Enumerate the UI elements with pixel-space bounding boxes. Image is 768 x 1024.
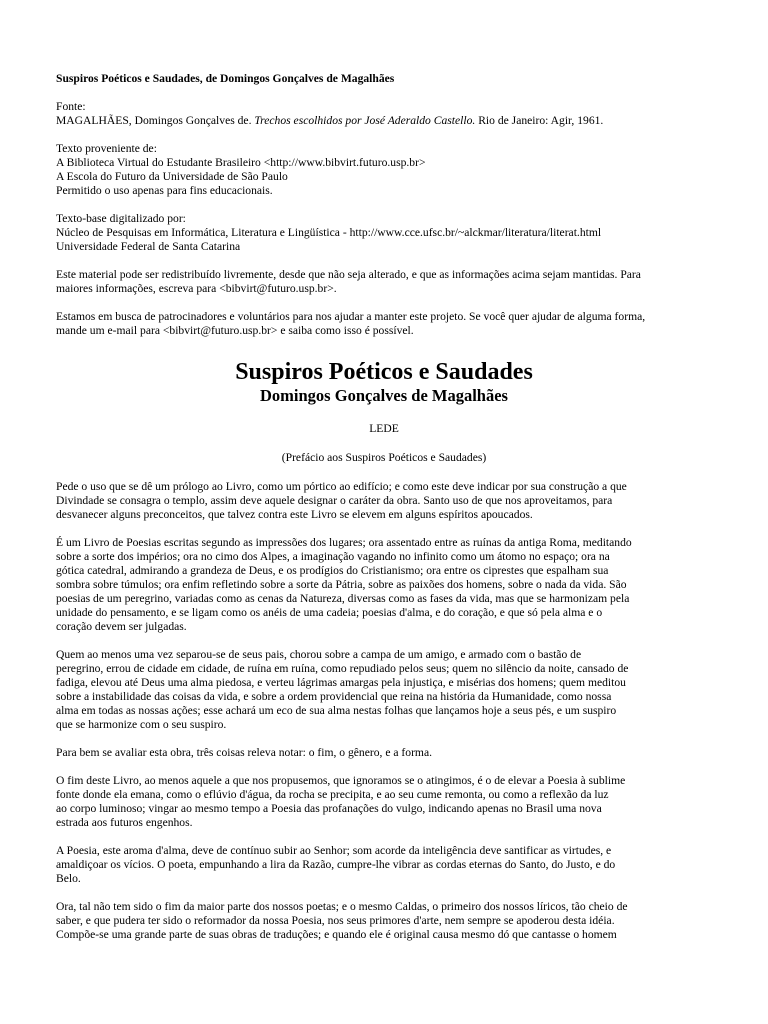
body-paragraph bbox=[56, 900, 712, 942]
body-paragraph bbox=[56, 746, 712, 760]
paragraph-line: Para bem se avaliar esta obra, três coisas releva notar: o fim, o gênero, e a forma. bbox=[56, 746, 432, 759]
paragraph-line: Ora, tal não tem sido o fim da maior parte dos nossos poetas; e o mesmo Caldas, o primeiro dos nossos líricos, tão cheio de bbox=[56, 900, 628, 913]
paragraph-line: amaldiçoar os vícios. O poeta, empunhando a lira da Razão, cumpre-lhe vibrar as cordas eternas do Santo, do Justo, e do bbox=[56, 858, 616, 871]
document-heading: Suspiros Poéticos e Saudades, de Domingos Gonçalves de Magalhães bbox=[56, 72, 395, 85]
origin-block bbox=[56, 142, 712, 198]
source-title: Trechos escolhidos por José Aderaldo Castello. bbox=[254, 114, 476, 127]
origin-line: A Escola do Futuro da Universidade de São Paulo bbox=[56, 170, 288, 183]
sponsors-line: Estamos em busca de patrocinadores e voluntários para nos ajudar a manter este projeto. Se você quer ajudar de alguma forma, bbox=[56, 310, 646, 323]
paragraph-line: sombra sobre túmulos; ora enfim refletindo sobre a sorte da Pátria, sobre as paixões dos homens, sobre o nada da vida. São bbox=[56, 578, 627, 591]
paragraph-line: coração devem ser julgadas. bbox=[56, 620, 187, 633]
paragraph-line: sobre a sorte dos impérios; ora no cimo dos Alpes, a imaginação vagando no infinito como um átomo no espaço; ora na bbox=[56, 550, 610, 563]
source-author: MAGALHÃES, Domingos Gonçalves de. bbox=[56, 114, 255, 127]
section-title: LEDE bbox=[369, 422, 399, 435]
document-content bbox=[56, 72, 712, 956]
paragraph-line: estrada aos futuros engenhos. bbox=[56, 816, 193, 829]
body-paragraph bbox=[56, 480, 712, 522]
paragraph-line: ao corpo luminoso; vingar ao mesmo tempo a Poesia das profanações do vulgo, indicando apenas no Brasil uma nova bbox=[56, 802, 602, 815]
paragraph-line: peregrino, errou de cidade em cidade, de ruína em ruína, como repudiado pelos seus; quem no silêncio da noite, cansado de bbox=[56, 662, 629, 675]
paragraph-line: alma em todas as nossas ações; esse achará um eco de sua alma nestas folhas que lançamos hoje a seus pés, e um suspiro bbox=[56, 704, 617, 717]
preface-body bbox=[56, 480, 712, 942]
body-paragraph bbox=[56, 774, 712, 830]
redistribution-line: maiores informações, escreva para <bibvirt@futuro.usp.br>. bbox=[56, 282, 337, 295]
digitized-block bbox=[56, 212, 712, 254]
section-subtitle: (Prefácio aos Suspiros Poéticos e Saudades) bbox=[281, 451, 487, 464]
origin-line: Permitido o uso apenas para fins educacionais. bbox=[56, 184, 273, 197]
paragraph-line: gótica catedral, admirando a grandeza de Deus, e os prodígios do Cristianismo; ora entre os ciprestes que espalham sua bbox=[56, 564, 609, 577]
redistribution-notice bbox=[56, 268, 712, 296]
paragraph-line: Divindade se consagra o templo, assim deve aquele designar o caráter da obra. Santo uso de que nos aproveitamos, para bbox=[56, 494, 613, 507]
paragraph-line: É um Livro de Poesias escritas segundo as impressões dos lugares; ora assentado entre as ruínas da antiga Roma, meditando bbox=[56, 536, 632, 549]
source-label: Fonte: bbox=[56, 100, 86, 113]
origin-line: A Biblioteca Virtual do Estudante Brasileiro <http://www.bibvirt.futuro.usp.br> bbox=[56, 156, 426, 169]
paragraph-line: Compõe-se uma grande parte de suas obras de traduções; e quando ele é original causa mesmo dó que cantasse o homem bbox=[56, 928, 617, 941]
paragraph-line: O fim deste Livro, ao menos aquele a que nos propusemos, que ignoramos se o atingimos, é o de elevar a Poesia à sublime bbox=[56, 774, 626, 787]
book-title: Suspiros Poéticos e Saudades bbox=[235, 359, 533, 385]
book-author: Domingos Gonçalves de Magalhães bbox=[260, 386, 508, 405]
sponsors-notice bbox=[56, 310, 712, 338]
paragraph-line: sobre a instabilidade das coisas da vida, e sobre a ordem providencial que reina na história da Humanidade, como nossa bbox=[56, 690, 612, 703]
source-publisher: Rio de Janeiro: Agir, 1961. bbox=[475, 114, 604, 127]
paragraph-line: unidade do pensamento, e se ligam como os anéis de uma cadeia; poesias d'alma, e do coração, e que só pela alma e o bbox=[56, 606, 603, 619]
paragraph-line: Pede o uso que se dê um prólogo ao Livro, como um pórtico ao edifício; e como este deve indicar por sua construção a que bbox=[56, 480, 627, 493]
body-paragraph bbox=[56, 844, 712, 886]
digitized-line: Universidade Federal de Santa Catarina bbox=[56, 240, 241, 253]
paragraph-line: poesias de um peregrino, variadas como as cenas da Natureza, diversas como as fases da vida, mas que se harmonizam pela bbox=[56, 592, 630, 605]
paragraph-line: fonte donde ela emana, como o eflúvio d'água, da rocha se precipita, e ao seu cume remonta, ou como a reflexão da luz bbox=[56, 788, 609, 801]
digitized-line: Texto-base digitalizado por: bbox=[56, 212, 186, 225]
paragraph-line: que se harmonize com o seu suspiro. bbox=[56, 718, 227, 731]
paragraph-line: fadiga, elevou até Deus uma alma piedosa, e verteu lágrimas amargas pela injustiça, e misérias dos homens; quem meditou bbox=[56, 676, 626, 689]
paragraph-line: Quem ao menos uma vez separou-se de seus pais, chorou sobre a campa de um amigo, e armado com o bastão de bbox=[56, 648, 582, 661]
source-citation bbox=[56, 114, 712, 128]
paragraph-line: Belo. bbox=[56, 872, 81, 885]
body-paragraph bbox=[56, 536, 712, 634]
paragraph-line: desvanecer alguns preconceitos, que talvez contra este Livro se elevem em alguns espíritos apoucados. bbox=[56, 508, 533, 521]
redistribution-line: Este material pode ser redistribuído livremente, desde que não seja alterado, e que as informações acima sejam mantidas. Para bbox=[56, 268, 641, 281]
paragraph-line: saber, e que pudera ter sido o reformador da nossa Poesia, nos seus primores d'arte, nem sempre se apoderou desta idéia. bbox=[56, 914, 615, 927]
body-paragraph bbox=[56, 648, 712, 732]
source-block bbox=[56, 100, 712, 128]
paragraph-line: A Poesia, este aroma d'alma, deve de contínuo subir ao Senhor; som acorde da inteligência deve santificar as virtudes, e bbox=[56, 844, 612, 857]
digitized-line: Núcleo de Pesquisas em Informática, Literatura e Lingüística - http://www.cce.ufsc.br/~alckmar/literatura/literat.html bbox=[56, 226, 602, 239]
sponsors-line: mande um e-mail para <bibvirt@futuro.usp.br> e saiba como isso é possível. bbox=[56, 324, 414, 337]
origin-line: Texto proveniente de: bbox=[56, 142, 157, 155]
